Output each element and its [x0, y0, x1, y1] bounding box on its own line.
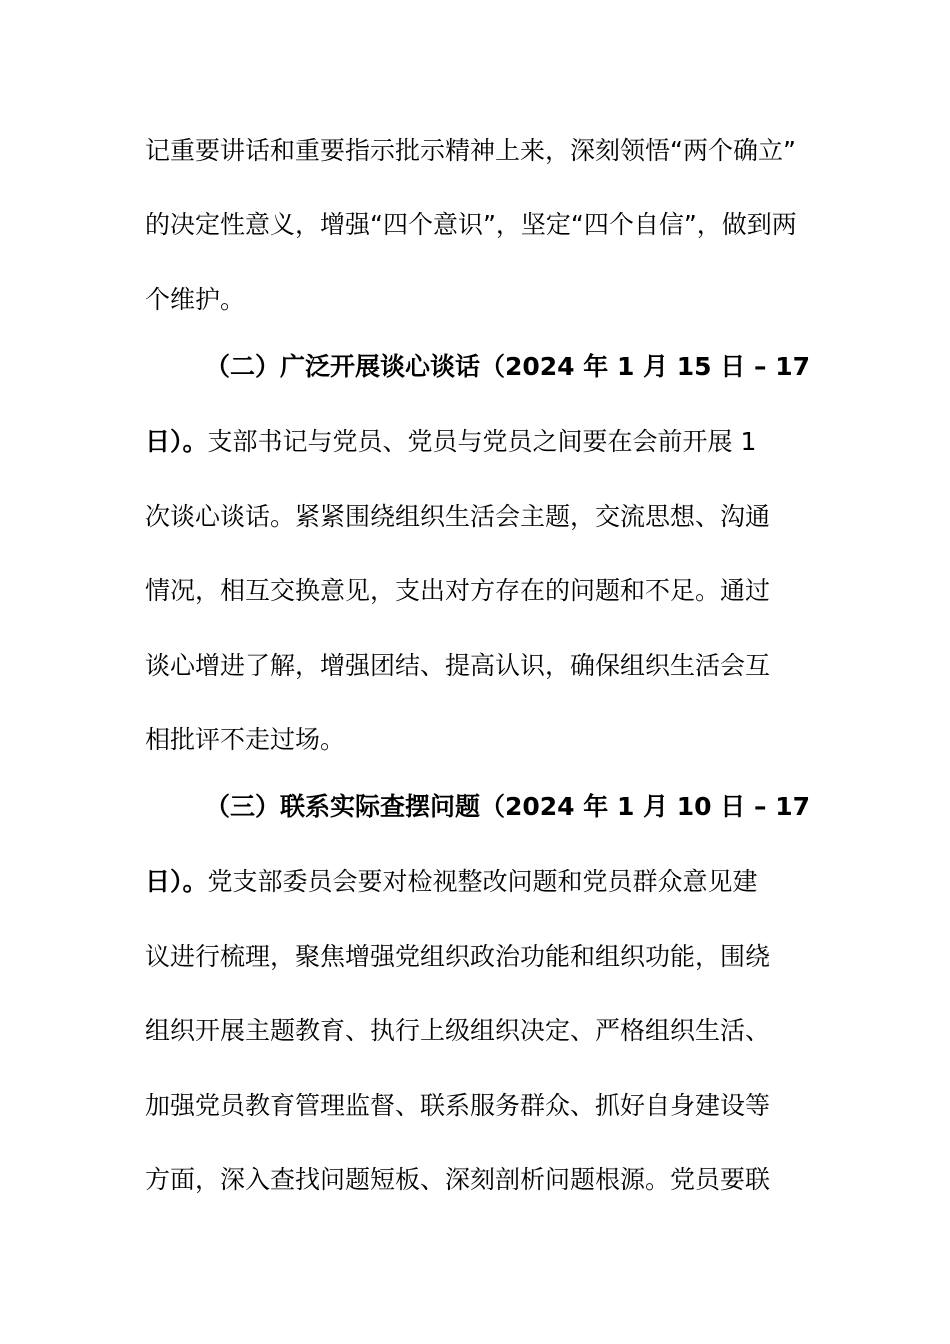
- body-text-line: 的决定性意义，增强“四个意识”，坚定“四个自信”，做到两: [145, 210, 797, 239]
- body-text-line: 个维护。: [145, 285, 246, 314]
- body-text-line: [145, 862, 807, 902]
- body-text-line: 方面，深入查找问题短板、深刻剖析问题根源。党员要联: [145, 1165, 771, 1194]
- body-text-line: 加强党员教育管理监督、联系服务群众、抓好自身建设等: [145, 1091, 771, 1120]
- section-heading-2: （二）广泛开展谈心谈话（2024 年 1 月 15 日 – 17: [205, 352, 810, 381]
- section-heading-3: （三）联系实际查摆问题（2024 年 1 月 10 日 – 17: [205, 792, 810, 821]
- body-text-span: 党支部委员会要对检视整改问题和党员群众意见建: [207, 867, 758, 896]
- section-heading-2-tail: 日）。: [145, 427, 208, 456]
- body-text-line: 谈心增进了解，增强团结、提高认识，确保组织生活会互: [145, 651, 771, 680]
- body-text-line: 记重要讲话和重要指示批示精神上来，深刻领悟“两个确立”: [145, 136, 796, 165]
- body-text-line: 议进行梳理，聚焦增强党组织政治功能和组织功能，围绕: [145, 942, 771, 971]
- body-text-line: 组织开展主题教育、执行上级组织决定、严格组织生活、: [145, 1016, 771, 1045]
- body-text-line: 相批评不走过场。: [145, 725, 346, 754]
- section-heading-3-tail: 日）。: [145, 867, 208, 896]
- body-text-line: [145, 422, 807, 462]
- body-text-line: 次谈心谈话。紧紧围绕组织生活会主题，交流思想、沟通: [145, 502, 771, 531]
- body-text-line: 情况，相互交换意见，支出对方存在的问题和不足。通过: [145, 576, 771, 605]
- body-text-span: 支部书记与党员、党员与党员之间要在会前开展 1: [207, 427, 757, 456]
